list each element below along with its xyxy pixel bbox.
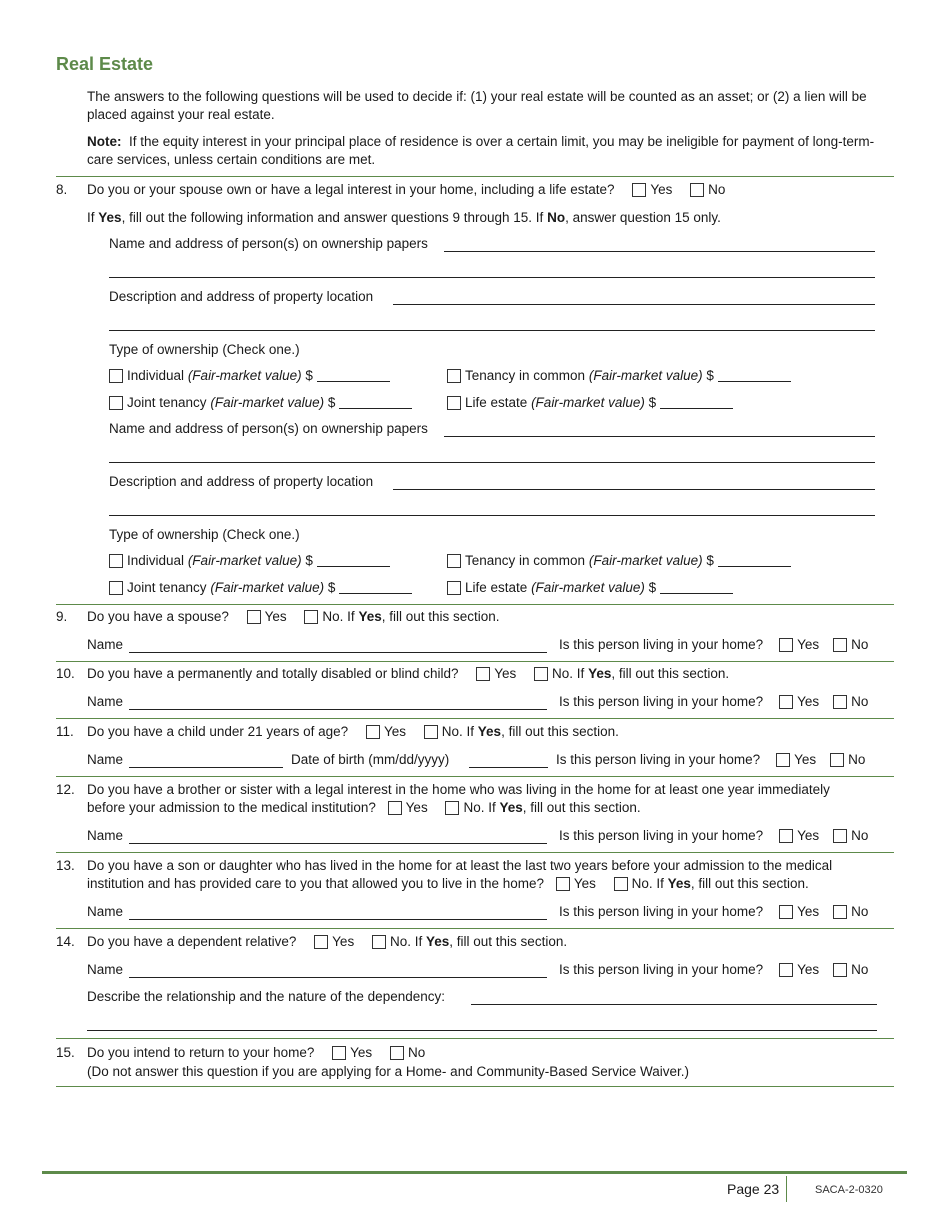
- q13-question-row: [87, 876, 809, 891]
- individual-checkbox-1[interactable]: [109, 369, 123, 383]
- joint-tenancy-value-field-1[interactable]: [339, 408, 412, 409]
- q14-no-checkbox[interactable]: [372, 935, 386, 949]
- q9-name-label: Name: [87, 637, 124, 652]
- q13-no-checkbox[interactable]: [614, 877, 628, 891]
- q11-living-yes-checkbox[interactable]: [776, 753, 790, 767]
- life-estate-option-1: [447, 395, 733, 410]
- q9-yes-checkbox[interactable]: [247, 610, 261, 624]
- divider: [56, 176, 894, 177]
- dollar-sign: $: [648, 395, 657, 410]
- q11-living-no-label: No: [848, 752, 866, 767]
- property-label-2: Description and address of property location: [109, 474, 374, 489]
- q12-number: 12.: [56, 782, 75, 797]
- divider: [56, 604, 894, 605]
- fmv-label: (Fair-market value): [588, 553, 703, 568]
- life-estate-label-2: Life estate: [465, 580, 528, 595]
- q9-yes-bold: Yes: [358, 609, 382, 624]
- individual-value-field-2[interactable]: [317, 566, 390, 567]
- q13-yes-bold: Yes: [667, 876, 691, 891]
- property-field-1[interactable]: [393, 304, 875, 305]
- q14-living-label: Is this person living in your home?: [559, 962, 764, 977]
- q9-no-checkbox[interactable]: [304, 610, 318, 624]
- fmv-label: (Fair-market value): [588, 368, 703, 383]
- q8-no-checkbox[interactable]: [690, 183, 704, 197]
- joint-tenancy-label-1: Joint tenancy: [127, 395, 207, 410]
- q14-describe-field-cont[interactable]: [87, 1030, 877, 1031]
- q9-living-yes-checkbox[interactable]: [779, 638, 793, 652]
- property-label-1: Description and address of property location: [109, 289, 374, 304]
- q8-instr-no: No: [547, 210, 566, 225]
- dollar-sign: $: [305, 553, 313, 568]
- q12-question-row: [87, 800, 641, 815]
- joint-tenancy-checkbox-2[interactable]: [109, 581, 123, 595]
- divider: [56, 1086, 894, 1087]
- q11-question: Do you have a child under 21 years of age?: [87, 724, 349, 739]
- q10-living-yes-checkbox[interactable]: [779, 695, 793, 709]
- joint-tenancy-option-1: [109, 395, 412, 410]
- q8-yes-label: Yes: [650, 182, 673, 197]
- q14-question: Do you have a dependent relative?: [87, 934, 297, 949]
- q15-no-checkbox[interactable]: [390, 1046, 404, 1060]
- page-number: Page 23: [727, 1181, 780, 1197]
- q10-living-yes-label: Yes: [797, 694, 820, 709]
- fmv-label: (Fair-market value): [531, 395, 645, 410]
- q9-question: Do you have a spouse?: [87, 609, 229, 624]
- individual-value-field-1[interactable]: [317, 381, 390, 382]
- q10-number: 10.: [56, 666, 75, 681]
- q9-no-label: No. If: [322, 609, 355, 624]
- q15-number: 15.: [56, 1045, 75, 1060]
- q10-yes-checkbox[interactable]: [476, 667, 490, 681]
- q10-living-label: Is this person living in your home?: [559, 694, 764, 709]
- divider: [56, 776, 894, 777]
- q12-living-no-checkbox[interactable]: [833, 829, 847, 843]
- joint-tenancy-checkbox-1[interactable]: [109, 396, 123, 410]
- q11-question-row: [87, 724, 619, 739]
- fmv-label: (Fair-market value): [531, 580, 645, 595]
- q8-instr-mid: , fill out the following information and answer questions 9 through 15. If: [121, 210, 544, 225]
- q10-question: Do you have a permanently and totally disabled or blind child?: [87, 666, 459, 681]
- fmv-label: (Fair-market value): [187, 553, 302, 568]
- q13-name-label: Name: [87, 904, 124, 919]
- q10-living-no-label: No: [851, 694, 869, 709]
- fmv-label: (Fair-market value): [210, 580, 325, 595]
- q14-number: 14.: [56, 934, 75, 949]
- individual-option-2: [109, 553, 390, 568]
- q10-no-label: No. If: [552, 666, 585, 681]
- q11-yes-checkbox[interactable]: [366, 725, 380, 739]
- joint-tenancy-option-2: [109, 580, 412, 595]
- q12-yes-checkbox[interactable]: [388, 801, 402, 815]
- q9-living-no-checkbox[interactable]: [833, 638, 847, 652]
- q13-fill-section: , fill out this section.: [690, 876, 809, 891]
- q15-yes-checkbox[interactable]: [332, 1046, 346, 1060]
- owners-field-1-cont[interactable]: [109, 277, 875, 278]
- q9-fill-section: , fill out this section.: [381, 609, 500, 624]
- q11-living-label: Is this person living in your home?: [556, 752, 761, 767]
- q10-question-row: [87, 666, 729, 681]
- q14-no-label: No. If: [389, 934, 423, 949]
- fmv-label: (Fair-market value): [187, 368, 302, 383]
- dollar-sign: $: [305, 368, 313, 383]
- section-title: Real Estate: [56, 54, 154, 74]
- q12-living-row: [559, 828, 868, 843]
- q12-living-no-label: No: [851, 828, 869, 843]
- tenancy-common-label-1: Tenancy in common: [465, 368, 586, 383]
- q11-dob-label: Date of birth (mm/dd/yyyy): [291, 752, 450, 767]
- joint-tenancy-label-2: Joint tenancy: [127, 580, 207, 595]
- q14-name-label: Name: [87, 962, 124, 977]
- q13-number: 13.: [56, 858, 75, 873]
- dollar-sign: $: [648, 580, 657, 595]
- q9-name-field[interactable]: [129, 652, 547, 653]
- property-field-2[interactable]: [393, 489, 875, 490]
- note-text: If the equity interest in your principal place of residence is over a certain limit, you may be ineligible for payment of long-term-care services, unless certain conditions are met.: [87, 134, 875, 167]
- q12-name-label: Name: [87, 828, 124, 843]
- q14-living-yes-checkbox[interactable]: [779, 963, 793, 977]
- q8-number: 8.: [56, 182, 68, 197]
- individual-option-1: [109, 368, 390, 383]
- intro-text: The answers to the following questions will be used to decide if: (1) your real estate will be counted as an asset; or (2) a lien will be placed against your real estate.: [87, 89, 867, 122]
- q9-living-label: Is this person living in your home?: [559, 637, 764, 652]
- q10-yes-label: Yes: [494, 666, 517, 681]
- q11-living-no-checkbox[interactable]: [830, 753, 844, 767]
- q13-question-line2: institution and has provided care to you that allowed you to live in the home?: [87, 876, 545, 891]
- q12-no-checkbox[interactable]: [445, 801, 459, 815]
- owners-field-2[interactable]: [444, 436, 875, 437]
- q11-living-row: [556, 752, 865, 767]
- q12-living-label: Is this person living in your home?: [559, 828, 764, 843]
- q11-dob-field[interactable]: [469, 767, 548, 768]
- q12-question-line2: before your admission to the medical institution?: [87, 800, 376, 815]
- q8-question: Do you or your spouse own or have a legal interest in your home, including a life estate?: [87, 182, 615, 197]
- q14-yes-label: Yes: [332, 934, 355, 949]
- dollar-sign: $: [327, 580, 336, 595]
- q11-yes-bold: Yes: [477, 724, 502, 739]
- q11-name-label: Name: [87, 752, 124, 767]
- dollar-sign: $: [327, 395, 336, 410]
- life-estate-value-field-2[interactable]: [660, 593, 733, 594]
- q12-living-yes-checkbox[interactable]: [779, 829, 793, 843]
- tenancy-common-option-2: [447, 553, 791, 568]
- divider: [56, 718, 894, 719]
- q13-yes-label: Yes: [573, 876, 596, 891]
- q10-name-field[interactable]: [129, 709, 547, 710]
- divider: [56, 852, 894, 853]
- owners-label-1: Name and address of person(s) on ownership papers: [109, 236, 428, 251]
- footer-rule: [42, 1171, 907, 1174]
- life-estate-checkbox-1[interactable]: [447, 396, 461, 410]
- q14-describe-label: Describe the relationship and the nature of the dependency:: [87, 989, 445, 1004]
- form-code: SACA-2-0320: [815, 1184, 883, 1196]
- q9-question-row: [87, 609, 500, 624]
- q14-describe-field[interactable]: [471, 1004, 877, 1005]
- tenancy-common-value-field-2[interactable]: [718, 566, 791, 567]
- q8-no-label: No: [708, 182, 726, 197]
- q14-living-no-label: No: [851, 962, 869, 977]
- q8-question-row: [87, 182, 725, 197]
- q9-living-no-label: No: [851, 637, 869, 652]
- q14-living-no-checkbox[interactable]: [833, 963, 847, 977]
- q15-question-row: [87, 1045, 425, 1060]
- individual-label-2: Individual: [127, 553, 185, 568]
- owners-field-2-cont[interactable]: [109, 462, 875, 463]
- divider: [56, 928, 894, 929]
- q10-yes-bold: Yes: [588, 666, 612, 681]
- q10-fill-section: , fill out this section.: [611, 666, 730, 681]
- q15-no-label: No: [407, 1045, 426, 1060]
- q9-living-row: [559, 637, 868, 652]
- owners-label-2: Name and address of person(s) on ownership papers: [109, 421, 428, 436]
- dollar-sign: $: [706, 368, 714, 383]
- q12-yes-label: Yes: [405, 800, 428, 815]
- q13-living-no-checkbox[interactable]: [833, 905, 847, 919]
- q13-living-label: Is this person living in your home?: [559, 904, 764, 919]
- q12-yes-bold: Yes: [499, 800, 523, 815]
- q14-living-row: [559, 962, 868, 977]
- joint-tenancy-value-field-2[interactable]: [339, 593, 412, 594]
- q13-yes-checkbox[interactable]: [556, 877, 570, 891]
- dollar-sign: $: [706, 553, 714, 568]
- note-paragraph: [87, 133, 892, 169]
- q11-no-checkbox[interactable]: [424, 725, 438, 739]
- q14-question-row: [87, 934, 567, 949]
- q11-name-field[interactable]: [129, 767, 283, 768]
- q11-number: 11.: [56, 724, 74, 739]
- q11-yes-label: Yes: [383, 724, 406, 739]
- life-estate-label-1: Life estate: [465, 395, 528, 410]
- q15-yes-label: Yes: [350, 1045, 373, 1060]
- q14-yes-checkbox[interactable]: [314, 935, 328, 949]
- tenancy-common-checkbox-1[interactable]: [447, 369, 461, 383]
- q8-yes-checkbox[interactable]: [632, 183, 646, 197]
- tenancy-common-checkbox-2[interactable]: [447, 554, 461, 568]
- q8-instr-if: If: [87, 210, 95, 225]
- individual-label-1: Individual: [127, 368, 185, 383]
- q10-living-no-checkbox[interactable]: [833, 695, 847, 709]
- q12-living-yes-label: Yes: [797, 828, 820, 843]
- life-estate-checkbox-2[interactable]: [447, 581, 461, 595]
- tenancy-common-value-field-1[interactable]: [718, 381, 791, 382]
- tenancy-common-label-2: Tenancy in common: [465, 553, 586, 568]
- fmv-label: (Fair-market value): [210, 395, 325, 410]
- q8-instructions: [87, 210, 721, 225]
- property-field-1-cont[interactable]: [109, 330, 875, 331]
- q14-fill-section: , fill out this section.: [449, 934, 568, 949]
- q10-living-row: [559, 694, 868, 709]
- q11-no-label: No. If: [441, 724, 475, 739]
- q14-yes-bold: Yes: [426, 934, 450, 949]
- q12-question-line1: Do you have a brother or sister with a legal interest in the home who was living in the home for at least one year immediately: [87, 782, 830, 797]
- q13-living-row: [559, 904, 868, 919]
- q9-yes-label: Yes: [264, 609, 287, 624]
- q14-living-yes-label: Yes: [797, 962, 820, 977]
- ownership-type-label-1: Type of ownership (Check one.): [109, 342, 300, 357]
- property-field-2-cont[interactable]: [109, 515, 875, 516]
- q13-living-no-label: No: [851, 904, 869, 919]
- q8-instr-yes: Yes: [98, 210, 122, 225]
- q13-no-label: No. If: [631, 876, 664, 891]
- life-estate-value-field-1[interactable]: [660, 408, 733, 409]
- divider: [56, 1038, 894, 1039]
- note-label: Note:: [87, 134, 122, 149]
- q12-no-label: No. If: [463, 800, 496, 815]
- q13-name-field[interactable]: [129, 919, 547, 920]
- q13-living-yes-checkbox[interactable]: [779, 905, 793, 919]
- footer-separator: [786, 1176, 787, 1202]
- q15-question: Do you intend to return to your home?: [87, 1045, 315, 1060]
- q14-name-field[interactable]: [129, 977, 547, 978]
- q15-note: (Do not answer this question if you are applying for a Home- and Community-Based Service Waiver.): [87, 1064, 690, 1079]
- divider: [56, 661, 894, 662]
- life-estate-option-2: [447, 580, 733, 595]
- q13-living-yes-label: Yes: [797, 904, 820, 919]
- tenancy-common-option-1: [447, 368, 791, 383]
- ownership-type-label-2: Type of ownership (Check one.): [109, 527, 300, 542]
- q9-number: 9.: [56, 609, 68, 624]
- q10-name-label: Name: [87, 694, 124, 709]
- individual-checkbox-2[interactable]: [109, 554, 123, 568]
- q10-no-checkbox[interactable]: [534, 667, 548, 681]
- q13-question-line1: Do you have a son or daughter who has lived in the home for at least the last two years before your admission to the medical: [87, 858, 833, 873]
- owners-field-1[interactable]: [444, 251, 875, 252]
- q8-instr-end: , answer question 15 only.: [565, 210, 721, 225]
- q11-fill-section: , fill out this section.: [501, 724, 619, 739]
- q12-fill-section: , fill out this section.: [522, 800, 641, 815]
- q12-name-field[interactable]: [129, 843, 547, 844]
- q11-living-yes-label: Yes: [794, 752, 817, 767]
- q9-living-yes-label: Yes: [797, 637, 820, 652]
